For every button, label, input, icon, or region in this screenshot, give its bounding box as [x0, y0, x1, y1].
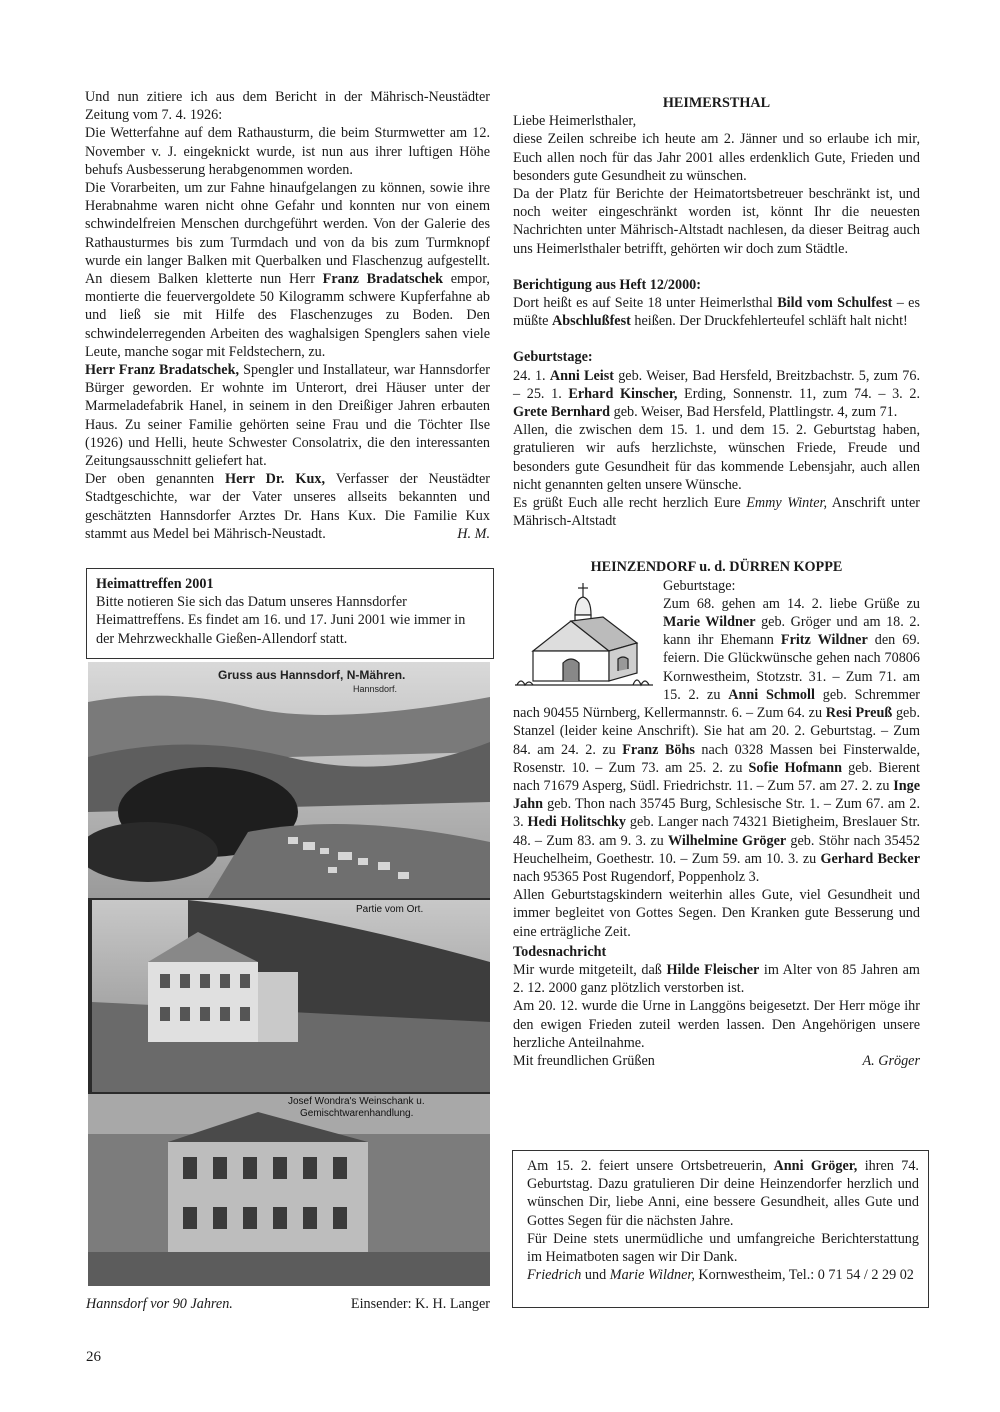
- text: Spengler und Installateur, war Hannsdorfer Bürger geworden. Er wohnte im Unterort, drei Häuser unter der Marmeladefabrik Hanel, in seinem in den Dreißiger Jahren erbauten Haus. Zu seiner Familie gehörten seine Frau und die Töchter Ilse (1926) und Helli, heute Schwester Consolatrix, die den interessanten Zeitungsausschnitt geliefert hat.: [85, 362, 491, 470]
- birthdays-intro: Geburtstage:: [663, 577, 736, 594]
- page-number: 26: [86, 1349, 101, 1365]
- box-signoff: [527, 1266, 919, 1284]
- signoff: [513, 494, 920, 530]
- text: – es müßte: [513, 295, 920, 330]
- name: Marie Wildner,: [609, 1267, 695, 1284]
- postcard-title: Gruss aus Hannsdorf, N-Mähren.: [218, 668, 406, 682]
- left-column: [85, 88, 490, 543]
- postcard-illustration: [88, 662, 490, 1286]
- postcard-subtitle: Hannsdorf.: [353, 684, 398, 694]
- text: heißen. Der Druckfehlerteufel schläft halt nicht!: [630, 313, 908, 330]
- author-signature: H. M.: [457, 525, 490, 542]
- bold: Inge Jahn: [513, 777, 920, 813]
- paragraph-vorarbeiten: [85, 179, 490, 361]
- author-name: Emmy Winter,: [746, 495, 827, 512]
- paragraph: Allen, die zwischen dem 15. 1. und dem 15. 2. Geburtstag haben, gratulieren wir aufs herzlichste, wünschen Friede, Freude und besonders gute Gesundheit für das kommende Lebensjahr, auch allen nicht genannten gelten unsere Wünsche.: [513, 422, 920, 493]
- text: geb. Weiser, Bad Hersfeld, Breitzbachstr. 5, zum 76. – 25. 1.: [513, 367, 920, 402]
- bold: Anni Leist: [549, 367, 614, 384]
- paragraph-intro: [85, 88, 490, 124]
- intro-text: Und nun zitiere ich aus dem Bericht in der Mährisch-Neustädter Zeitung vom 7. 4. 1926:: [85, 89, 490, 124]
- text: Die Vorarbeiten, um zur Fahne hinaufgelangen zu können, sowie ihre Herabnahme waren nicht ohne Gefahr und konnten nur von einem schwindelfreien Menschen durchgeführt werden. Von der Galerie des Rathausturmes bis zum Turmdach und von da bis zum Turmknopf wurde ein langer Balken mit Querbalken und Flaschenzug aufgestellt. An diesem Balken kletterte nun Herr: [85, 180, 490, 288]
- text: geb. Stöhr nach 35452 Heuchelheim, Goethestr. 10. – Zum 59. am 10. 3. zu: [513, 832, 920, 867]
- closing: Mit freundlichen Grüßen: [513, 1052, 655, 1069]
- text: geb. Stanzel (leider keine Anschrift). Sie hat am 20. 2. Geburtstag. – Zum 84. am 24. 2. zu: [513, 705, 920, 758]
- text: ihren 74. Geburtstag. Dazu gratulieren Dir deine Heinzendorfer herzlich und wünschen Dir, liebe Anni, eine bessere Gesundheit, alles Gute und Gottes Segen für die nächsten Jahre.: [527, 1158, 919, 1229]
- death-notice-text: [513, 961, 920, 997]
- text: Mir wurde mitgeteilt, daß: [513, 961, 667, 978]
- bold: Grete Bernhard: [513, 404, 611, 421]
- bold: Franz Böhs: [622, 741, 695, 758]
- paragraph: Allen Geburtstagskindern weiterhin alles Gute, viel Gesundheit und immer begleitet von Gottes Segen. Den Kranken gute Besserung und eine erträgliche Zeit.: [513, 887, 920, 940]
- box-title: Heimattreffen 2001: [96, 576, 214, 592]
- paragraph: Am 20. 12. wurde die Urne in Langgöns beigesetzt. Der Herr möge ihr den ewigen Frieden zuteil werden lassen. Den Angehörigen unsere herzliche Anteilnahme.: [513, 998, 920, 1051]
- paragraph-bradatschek: [85, 361, 490, 470]
- text: geb. Thon nach 35745 Burg, Schlesische Str. 1. – Zum 67. am 2. 3.: [513, 796, 920, 831]
- text: Dort heißt es auf Seite 18 unter Heimerlsthal: [513, 295, 778, 312]
- chapel-illustration: [513, 581, 655, 689]
- heimattreffen-box: [86, 568, 494, 659]
- text: den 69. feiern. Die Glückwünsche gehen nach 70806 Kornwestheim, Stotzstr. 31. – Zum 71. am 15. 2. zu: [663, 632, 920, 703]
- paragraph-wetterfahne: Die Wetterfahne auf dem Rathausturm, die beim Sturmwetter am 12. November v. J. eingeknickt wurde, ist nun aus ihrer luftigen Höhe behufs Ausbesserung herabgenommen worden.: [85, 125, 490, 178]
- section-title-heimersthal: HEIMERSTHAL: [662, 95, 771, 111]
- text: empor, montierte die feuervergoldete 50 Kilogramm schwere Kupferfahne ab und ließ sie mit Hilfe des Flaschenzuges zu Boden. Den schwindelerregenden Arbeiten des waghalsigen Spenglers sahen viele Leute, manche sogar mit Feldstechern, zu.: [85, 271, 490, 360]
- section-title-heinzendorf: HEINZENDORF u. d. DÜRREN KOPPE: [590, 559, 843, 576]
- bold: Resi Preuß: [825, 705, 893, 722]
- paragraph: Da der Platz für Berichte der Heimatortsbetreuer beschränkt ist, und noch weiter eingeschränkt worden ist, könnt Ihr die neuesten Nachrichten unter Mährisch-Altstadt nachlesen, da dieser Beitrag auch uns Heimerlsthaler betrifft, gehörten wir doch zum Städtle.: [513, 186, 920, 257]
- anniversary-box: [512, 1150, 929, 1308]
- text: geb. Bierent nach 71679 Asperg, Südl. Friedrichstr. 11. – Zum 57. am 27. 2. zu: [513, 759, 920, 794]
- box-text: [527, 1157, 919, 1230]
- text: geb. Schremmer nach 90455 Nürnberg, Kellermannstr. 6. – Zum 64. zu: [513, 686, 920, 722]
- caption-left: Hannsdorf vor 90 Jahren.: [86, 1296, 233, 1312]
- bold: Hedi Holitschky: [527, 814, 627, 831]
- text: im Alter von 85 Jahren am 2. 12. 2000 ganz plötzlich verstorben ist.: [513, 961, 920, 997]
- postcard-weinschank: Josef Wondra's Weinschank u.: [288, 1096, 425, 1107]
- bold: Hilde Fleischer: [666, 961, 760, 978]
- death-notice-title: Todesnachricht: [513, 943, 607, 960]
- postcard-handlung: Gemischtwarenhandlung.: [300, 1108, 414, 1119]
- text: nach 95365 Post Rugendorf, Poppenholz 3.: [513, 868, 760, 885]
- bold: Gerhard Becker: [820, 850, 921, 867]
- text: Es grüßt Euch alle recht herzlich Eure: [513, 495, 747, 512]
- text: nach 0328 Massen bei Finsterwalde, Rosenstr. 10. – Zum 73. am 25. 2. zu: [513, 741, 920, 776]
- text: 24. 1.: [513, 367, 550, 384]
- box-text: Bitte notieren Sie sich das Datum unseres Hannsdorfer Heimattreffens. Es findet am 16. und 17. Juni 2001 wie immer in der Mehrzweckhalle Gießen-Allendorf statt.: [96, 594, 466, 647]
- paragraph-kux: [85, 470, 490, 543]
- bold: Fritz Wildner: [780, 632, 868, 649]
- text: geb. Langer nach 74321 Bietigheim, Breslauer Str. 48. – Zum 83. am 9. 3. zu: [513, 814, 920, 849]
- text: geb. Weiser, Bad Hersfeld, Plattlingstr. 4, zum 71.: [610, 404, 898, 421]
- birthdays-title: Geburtstage:: [513, 349, 593, 366]
- text: Erding, Sonnenstr. 11, zum 74. – 3. 2.: [677, 385, 920, 402]
- bold: Erhard Kinscher,: [568, 385, 678, 402]
- text: und: [581, 1267, 610, 1284]
- name-bold: Herr Franz Bradatschek,: [85, 362, 240, 379]
- text: Kornwestheim, Tel.: 0 71 54 / 2 29 02: [694, 1267, 914, 1284]
- bold: Abschlußfest: [552, 313, 631, 330]
- text: Am 15. 2. feiert unsere Ortsbetreuerin,: [527, 1158, 774, 1174]
- correction-title: Berichtigung aus Heft 12/2000:: [513, 276, 701, 293]
- bold: Sofie Hofmann: [748, 759, 843, 776]
- birthdays-list: [513, 367, 920, 422]
- bold: Anni Gröger,: [773, 1158, 858, 1174]
- photo-caption: [86, 1296, 490, 1313]
- bold: Marie Wildner: [663, 614, 756, 631]
- text: Verfasser der Neustädter Stadtgeschichte, war der Vater unseres allseits bekannten und geschätzten Hannsdorfer Arztes Dr. Hans Kux. Die Familie Kux stammt aus Medel bei Mährisch-Neustadt.: [85, 471, 490, 542]
- bold: Anni Schmoll: [728, 686, 815, 703]
- bold: Wilhelmine Gröger: [667, 832, 787, 849]
- text: geb. Gröger und am 18. 2. kann ihr Ehemann: [663, 614, 920, 649]
- name: Friedrich: [527, 1267, 582, 1284]
- text: Zum 68. gehen am 14. 2. liebe Grüße zu: [663, 595, 920, 612]
- postcard-partie: Partie vom Ort.: [356, 904, 424, 915]
- author-signature: A. Gröger: [862, 1052, 920, 1069]
- correction-text: [513, 294, 920, 330]
- postcard-photo: [88, 662, 490, 1286]
- text: Der oben genannten: [85, 471, 226, 488]
- name-bold: Herr Dr. Kux,: [225, 471, 325, 488]
- paragraph: diese Zeilen schreibe ich heute am 2. Jänner und so erlaube ich mir, Euch allen noch für das Jahr 2001 alles erdenklich Gute, Frieden und besonders gute Gesundheit zu wünschen.: [513, 131, 920, 184]
- bold: Bild vom Schulfest: [777, 295, 893, 312]
- box-text: Für Deine stets unermüdliche und umfangreiche Berichterstattung im Heimatboten sagen wir Dir Dank.: [527, 1230, 919, 1266]
- closing-line: [513, 1052, 920, 1070]
- text: Anschrift unter Mährisch-Altstadt: [513, 495, 920, 530]
- greeting: Liebe Heimerlsthaler,: [513, 113, 637, 130]
- right-column: [513, 94, 920, 1070]
- name-bold: Franz Bradatschek: [322, 271, 444, 288]
- caption-right: Einsender: K. H. Langer: [350, 1296, 490, 1312]
